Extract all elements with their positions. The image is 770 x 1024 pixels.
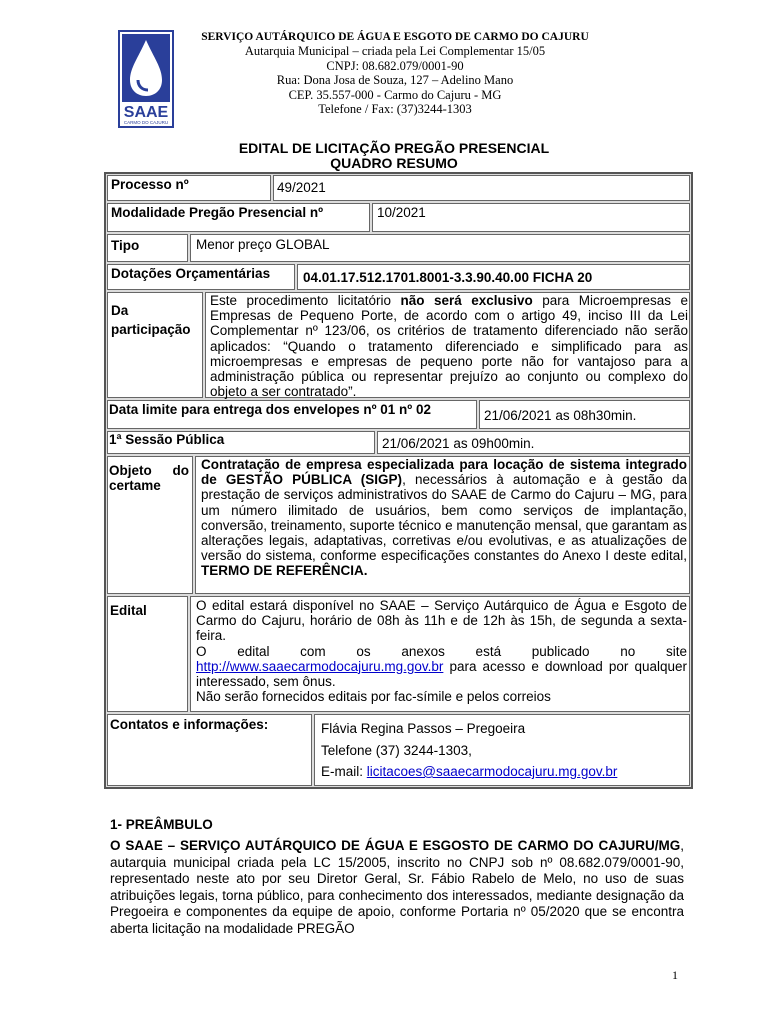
header-line: Telefone / Fax: (37)3244-1303 <box>318 102 472 117</box>
objeto-text: Contratação de empresa especializada para locação de sistema integrado de GESTÃO PÚBLICA (SIGP), necessários à automação e à gestão da prestação de serviços administrativos do SAAE de Carmo do Cajuru – MG, para um número ilimitado de usuários, bem como serviços de implantação, conversão, treinamento, suporte técnico e manutenção mensal, que garantam as alterações legais, adaptativas, corretivas e/ou evolutivas, e as atualizações de versão do sistema, conforme especificações constantes do Anexo I deste edital, TERMO DE REFERÊNCIA. <box>201 457 687 579</box>
svg-text:SAAE: SAAE <box>123 104 169 121</box>
header-line: CEP. 35.557-000 - Carmo do Cajuru - MG <box>288 87 502 102</box>
svg-text:CARMO DO CAJURU: CARMO DO CAJURU <box>123 120 169 125</box>
preambulo-paragraph: O SAAE – SERVIÇO AUTÁRQUICO DE ÁGUA E ESGOSTO DE CARMO DO CAJURU/MG, autarquia municipal criada pela LC 15/2005, inscrito no CNPJ sob nº 08.682.079/0001-90, representado neste ato por seu Diretor Geral, Sr. Fábio Rabelo de Melo, no uso de suas atribuições legais, torna público, para conhecimento dos interessados, mediante designação da Pregoeira e componentes da equipe de apoio, conforme Portaria nº 05/2020 que se encontra aberta licitação na modalidade PREGÃO <box>110 838 684 936</box>
org-name: SERVIÇO AUTÁRQUICO DE ÁGUA E ESGOTO DE CARMO DO CAJURU <box>201 31 589 43</box>
tipo-value-cell: Menor preço GLOBAL <box>190 234 690 262</box>
participacao-label-cell: Da participação <box>107 292 203 398</box>
modalidade-label-cell: Modalidade Pregão Presencial nº <box>107 203 370 232</box>
tipo-label-cell: Tipo <box>107 234 188 262</box>
email-link[interactable]: licitacoes@saaecarmodocajuru.mg.gov.br <box>366 764 618 779</box>
edital-label-cell: Edital <box>107 596 188 712</box>
modalidade-value-cell: 10/2021 <box>372 203 690 232</box>
objeto-label-cell: Objeto do certame <box>107 456 193 594</box>
document-title: EDITAL DE LICITAÇÃO PREGÃO PRESENCIAL QUADRO RESUMO <box>238 140 550 171</box>
contatos-value-cell: Flávia Regina Passos – Pregoeira Telefone (37) 3244-1303, E-mail: licitacoes@saaecarmodocajuru.mg.gov.br <box>314 714 690 786</box>
processo-value-cell: 49/2021 <box>273 175 690 201</box>
header-line: Rua: Dona Josa de Souza, 127 – Adelino Mano <box>276 73 514 88</box>
participacao-value-cell <box>205 292 690 398</box>
contatos-label-cell: Contatos e informações: <box>107 714 312 786</box>
site-link[interactable]: http://www.saaecarmodocajuru.mg.gov.br <box>196 658 444 674</box>
participacao-text: Este procedimento licitatório não será exclusivo para Microempresas e Empresas de Pequeno Porte, de acordo com o artigo 49, inciso III da Lei Complementar nº 123/06, os critérios de tratamento diferenciado não serão aplicados: “Quando o tratamento diferenciado e simplificado para as microempresas e empresas de pequeno porte não for vantajoso para a administração pública ou representar prejuízo ao conjunto ou complexo do objeto a ser contratado”. <box>210 293 688 400</box>
header-line: CNPJ: 08.682.079/0001-90 <box>326 58 464 73</box>
data-limite-value-cell: 21/06/2021 as 08h30min. <box>479 400 690 429</box>
objeto-value-cell <box>195 456 690 594</box>
preambulo-heading: 1- PREÂMBULO <box>110 817 213 832</box>
page-number: 1 <box>672 968 678 982</box>
data-limite-label-cell: Data limite para entrega dos envelopes nº 01 nº 02 <box>107 400 477 429</box>
dotacoes-label-cell: Dotações Orçamentárias <box>107 264 295 290</box>
edital-value-cell <box>190 596 690 712</box>
saae-logo <box>118 30 174 128</box>
sessao-value-cell: 21/06/2021 as 09h00min. <box>377 431 690 454</box>
processo-label-cell: Processo nº <box>107 175 271 201</box>
letterhead <box>180 30 610 116</box>
sessao-label-cell: 1ª Sessão Pública <box>107 431 375 454</box>
dotacoes-value-cell: 04.01.17.512.1701.8001-3.3.90.40.00 FICHA 20 <box>297 264 690 290</box>
header-line: Autarquia Municipal – criada pela Lei Complementar 15/05 <box>244 44 546 59</box>
edital-text: O edital estará disponível no SAAE – Serviço Autárquico de Água e Esgoto de Carmo do Cajuru, horário de 08h às 11h e de 12h às 15h, de segunda a sexta-feira. O edital com os anexos está publicado no site http://www.saaecarmodocajuru.mg.gov.br para acesso e download por qualquer interessado, sem ônus. Não serão fornecidos editais por fac-símile e pelos correios <box>196 598 687 705</box>
